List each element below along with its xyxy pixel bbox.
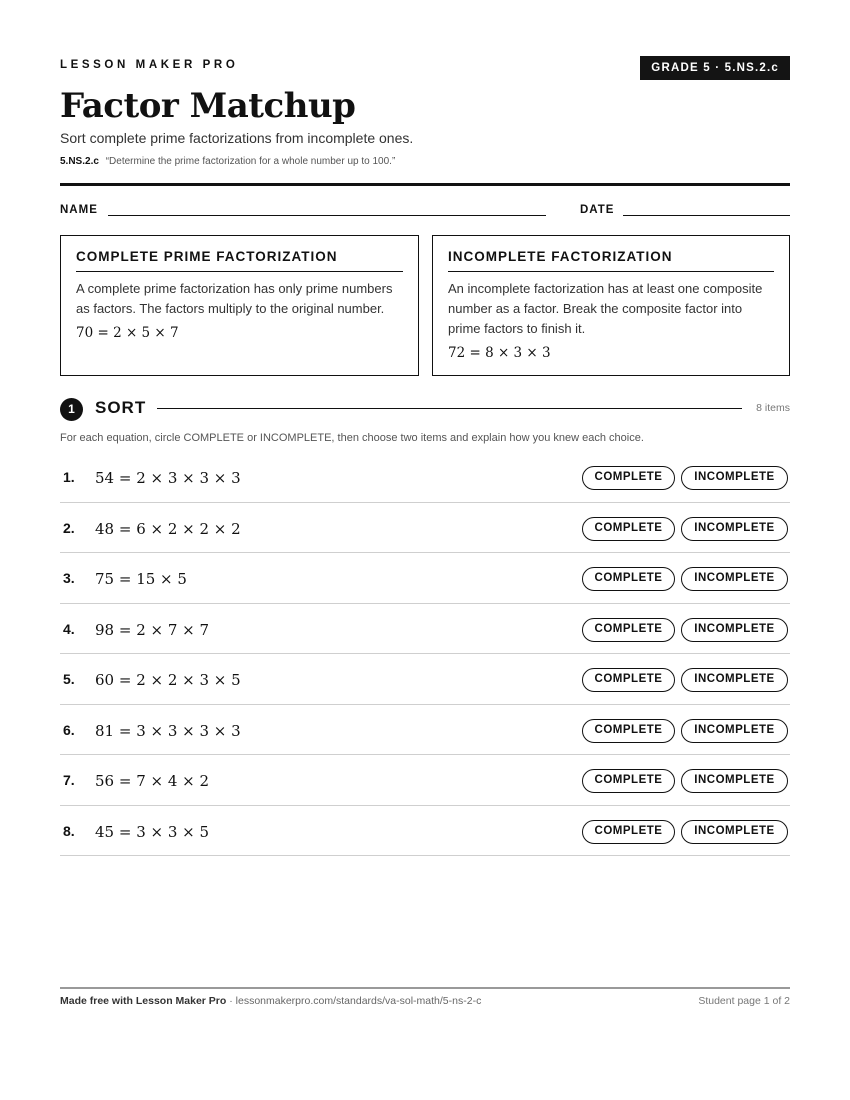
standard-reference [60,156,395,167]
name-field[interactable] [108,215,546,216]
page-number: Student page 1 of 2 [698,995,790,1007]
page-title: Factor Matchup [60,86,356,126]
item-equation: 75 = 15 × 5 [95,570,187,588]
item-equation: 48 = 6 × 2 × 2 × 2 [95,519,241,538]
complete-choice[interactable]: COMPLETE [582,618,675,642]
item-equation: 56 = 7 × 4 × 2 [95,772,210,790]
footer-url[interactable]: · lessonmakerpro.com/standards/va-sol-math/5-ns-2-c [226,995,482,1007]
item-number: 4. [63,620,75,637]
incomplete-choice[interactable]: INCOMPLETE [681,618,788,642]
item-equation: 60 = 2 × 2 × 3 × 5 [95,671,241,689]
definition-heading: COMPLETE PRIME FACTORIZATION [76,249,403,272]
item-number: 7. [63,772,75,788]
standard-text: “Determine the prime factorization for a whole number up to 100.” [105,156,396,167]
name-label: NAME [60,204,98,216]
incomplete-choice[interactable]: INCOMPLETE [681,769,788,793]
incomplete-choice[interactable]: INCOMPLETE [681,466,788,490]
complete-choice[interactable]: COMPLETE [582,769,675,793]
header-divider [60,183,790,186]
list-item [60,705,790,756]
section-rule [157,408,742,409]
item-number: 6. [63,721,75,738]
list-item [60,553,790,604]
definition-heading: INCOMPLETE FACTORIZATION [448,249,774,272]
item-equation: 45 = 3 × 3 × 5 [95,822,210,841]
complete-choice[interactable]: COMPLETE [582,517,675,541]
list-item [60,604,790,655]
sort-items-list [60,452,790,856]
standard-code: 5.NS.2.c [60,156,99,167]
list-item [60,654,790,705]
footer-divider [60,987,790,989]
item-equation: 54 = 2 × 3 × 3 × 3 [95,469,241,487]
complete-choice[interactable]: COMPLETE [582,466,675,490]
incomplete-choice[interactable]: INCOMPLETE [681,517,788,541]
item-equation: 81 = 3 × 3 × 3 × 3 [95,721,241,740]
top-bar [60,56,790,80]
incomplete-choice[interactable]: INCOMPLETE [681,719,788,743]
complete-choice[interactable]: COMPLETE [582,567,675,591]
item-number: 1. [63,469,75,485]
item-number: 2. [63,519,75,536]
incomplete-choice[interactable]: INCOMPLETE [681,567,788,591]
section-instructions: For each equation, circle COMPLETE or INCOMPLETE, then choose two items and explain how you knew each choice. [60,432,644,444]
definition-example: 70 = 2 × 5 × 7 [76,325,179,341]
section-number-badge: 1 [60,398,83,421]
section-header [60,397,790,421]
definition-example: 72 = 8 × 3 × 3 [448,345,551,361]
definition-incomplete [432,235,790,376]
incomplete-choice[interactable]: INCOMPLETE [681,668,788,692]
item-number: 8. [63,822,75,839]
page-subtitle: Sort complete prime factorizations from incomplete ones. [60,130,414,146]
item-number: 3. [63,570,75,586]
grade-badge: GRADE 5 · 5.NS.2.c [640,56,790,80]
definition-complete [60,235,419,376]
footer-made-with: Made free with Lesson Maker Pro [60,995,227,1007]
section-title: SORT [95,398,147,417]
worksheet-page [60,0,790,1100]
list-item [60,503,790,554]
item-number: 5. [63,671,75,687]
incomplete-choice[interactable]: INCOMPLETE [681,820,788,844]
complete-choice[interactable]: COMPLETE [582,719,675,743]
complete-choice[interactable]: COMPLETE [582,820,675,844]
item-count: 8 items [756,402,790,414]
item-equation: 98 = 2 × 7 × 7 [95,620,210,639]
list-item [60,806,790,857]
date-field[interactable] [623,215,790,216]
brand-name: LESSON MAKER PRO [60,59,239,71]
complete-choice[interactable]: COMPLETE [582,668,675,692]
definition-text: An incomplete factorization has at least one composite number as a factor. Break the composite factor into prime factors to finish it. [448,281,763,336]
list-item [60,755,790,806]
footer-credit [60,995,481,1007]
definition-text: A complete prime factorization has only prime numbers as factors. The factors multiply to the original number. [76,281,393,316]
list-item [60,452,790,503]
date-label: DATE [580,204,615,216]
